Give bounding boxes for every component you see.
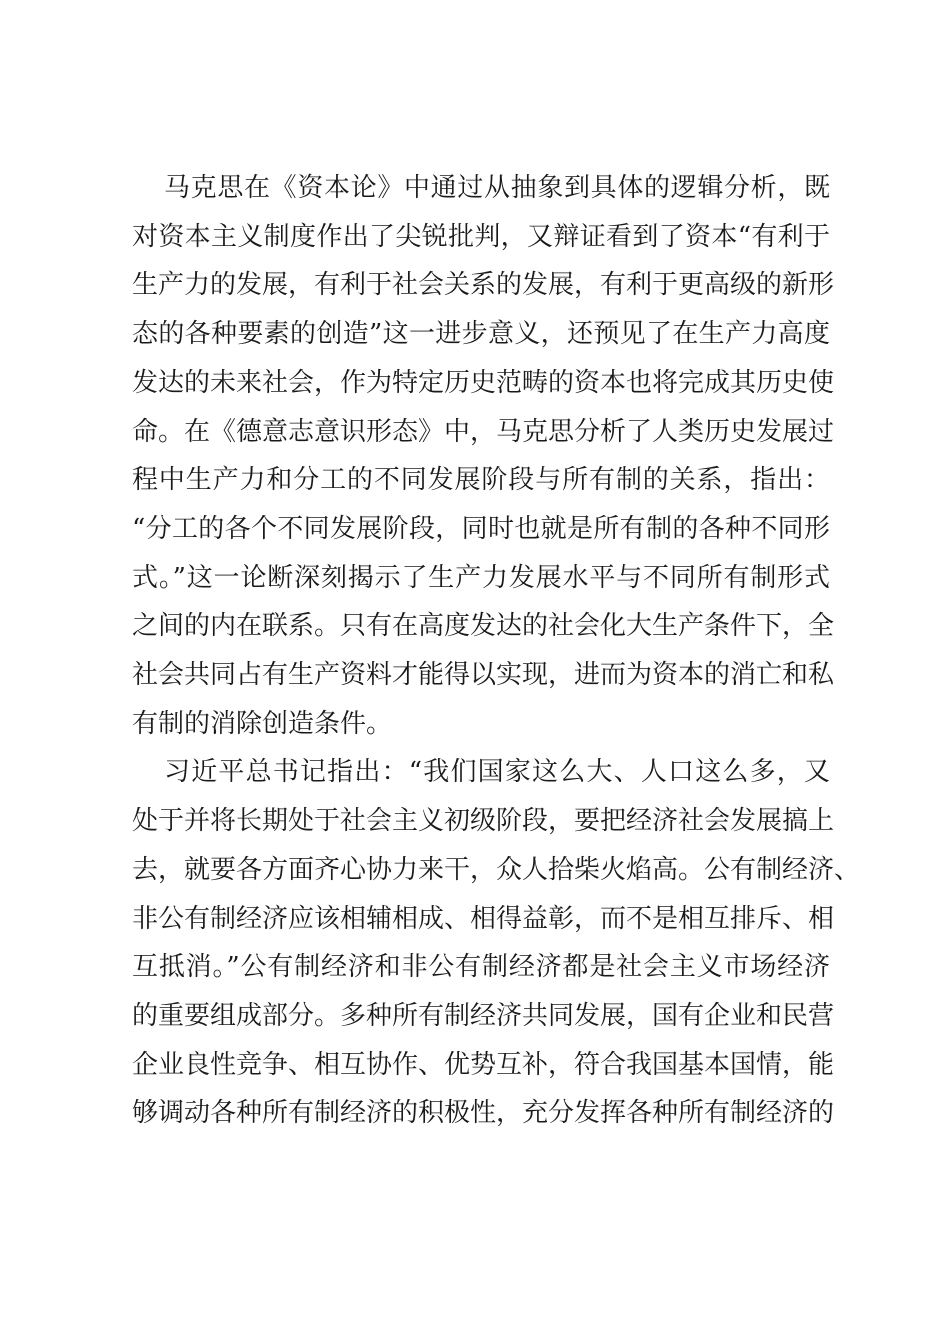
paragraph-line: 式。”这一论断深刻揭示了生产力发展水平与不同所有制形式 xyxy=(132,562,830,593)
paragraph-line: 去，就要各方面齐心协力来干，众人拾柴火焰高。公有制经济、 xyxy=(132,854,861,885)
paragraph-line: 社会共同占有生产资料才能得以实现，进而为资本的消亡和私 xyxy=(132,660,835,691)
paragraph-line: 发达的未来社会，作为特定历史范畴的资本也将完成其历史使 xyxy=(132,367,835,398)
body-text xyxy=(132,164,861,1138)
paragraph-line: “分工的各个不同发展阶段，同时也就是所有制的各种不同形 xyxy=(132,513,830,544)
paragraph-line: 之间的内在联系。只有在高度发达的社会化大生产条件下，全 xyxy=(132,611,835,642)
paragraph-line: 非公有制经济应该相辅相成、相得益彰，而不是相互排斥、相 xyxy=(132,903,835,934)
paragraph-line: 互抵消。”公有制经济和非公有制经济都是社会主义市场经济 xyxy=(132,952,830,983)
paragraph-line: 的重要组成部分。多种所有制经济共同发展，国有企业和民营 xyxy=(132,1000,835,1031)
paragraph-2 xyxy=(132,748,861,1138)
paragraph-line: 程中生产力和分工的不同发展阶段与所有制的关系，指出： xyxy=(132,465,830,496)
paragraph-line: 企业良性竞争、相互协作、优势互补，符合我国基本国情，能 xyxy=(132,1049,835,1080)
paragraph-line: 够调动各种所有制经济的积极性，充分发挥各种所有制经济的 xyxy=(132,1098,835,1129)
paragraph-1 xyxy=(132,164,835,748)
paragraph-line: 生产力的发展，有利于社会关系的发展，有利于更高级的新形 xyxy=(132,270,835,301)
paragraph-line: 命。在《德意志意识形态》中，马克思分析了人类历史发展过 xyxy=(132,416,835,447)
paragraph-line: 习近平总书记指出：“我们国家这么大、人口这么多，又 xyxy=(164,757,830,788)
paragraph-line: 处于并将长期处于社会主义初级阶段，要把经济社会发展搞上 xyxy=(132,806,835,837)
paragraph-line: 马克思在《资本论》中通过从抽象到具体的逻辑分析，既 xyxy=(164,173,830,203)
paragraph-line: 对资本主义制度作出了尖锐批判，又辩证看到了资本“有利于 xyxy=(132,221,830,252)
paragraph-line: 态的各种要素的创造”这一进步意义，还预见了在生产力高度 xyxy=(132,319,830,350)
paragraph-line: 有制的消除创造条件。 xyxy=(132,708,393,739)
